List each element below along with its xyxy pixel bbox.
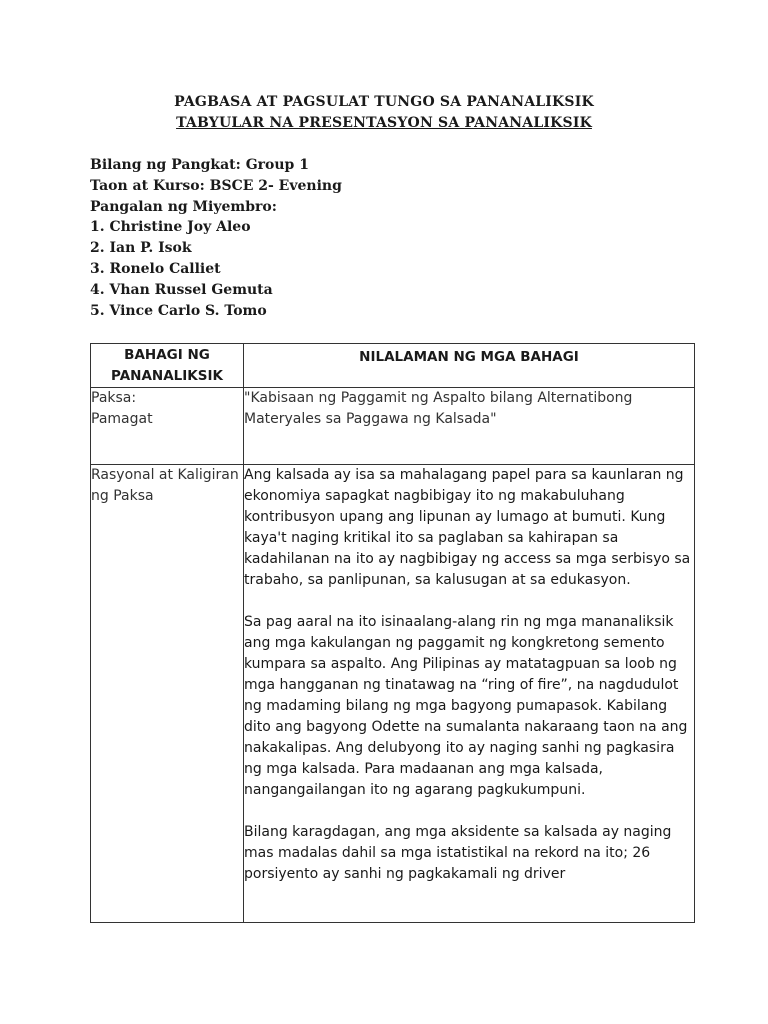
paragraph: Sa pag aaral na ito isinaalang-alang rin ng mga mananaliksik ang mga kakulangan ng paggamit ng kongkretong semento kumpara sa aspalto. Ang Pilipinas ay matatagpuan sa loob ng mga hangganan ng tinatawag na “ring of fire”, na nagdudulot ng madaming bilang ng mga bagyong pumapasok. Kabilang dito ang bagyong Odette na sumalanta nakaraang taon na ang nakakalipas. Ang delubyong ito ay naging sanhi ng pagkasira ng mga kalsada. Para madaanan ang mga kalsada, nangangailangan ito ng agarang pagkukumpuni. (244, 614, 688, 798)
row-content-title: "Kabisaan ng Paggamit ng Aspalto bilang Alternatibong Materyales sa Paggawa ng Kalsada" (244, 388, 695, 465)
header-nilalaman: NILALAMAN NG MGA BAHAGI (244, 344, 695, 388)
table-row (91, 388, 695, 465)
paragraph: Ang kalsada ay isa sa mahalagang papel para sa kaunlaran ng ekonomiya sapagkat nagbibigay ito ng makabuluhang kontribusyon upang ang lipunan ay lumago at bumuti. Kung kaya't naging kritikal ito sa paglaban sa kahirapan sa kadahilanan na ito ay nagbibigay ng access sa mga serbisyo sa trabaho, sa panlipunan, sa kalusugan at sa edukasyon. (244, 467, 691, 588)
member-item: 2. Ian P. Isok (90, 240, 192, 257)
group-number: Bilang ng Pangkat: Group 1 (90, 157, 309, 173)
row-label-rasyonal: Rasyonal at Kaligiran ng Paksa (91, 465, 244, 923)
research-table (90, 343, 695, 923)
year-course: Taon at Kurso: BSCE 2- Evening (90, 177, 342, 194)
table-header-row (91, 344, 695, 388)
members-label: Pangalan ng Miyembro: (90, 198, 277, 215)
table-row (91, 465, 695, 923)
paragraph: Bilang karagdagan, ang mga aksidente sa kalsada ay naging mas madalas dahil sa mga istatistikal na rekord na ito; 26 porsiyento ay sanhi ng pagkakamali ng driver (244, 824, 672, 882)
document-title: PAGBASA AT PAGSULAT TUNGO SA PANANALIKSIK (174, 94, 594, 110)
row-label-paksa: Paksa: Pamagat (91, 388, 244, 465)
row-content-rationale (244, 465, 695, 923)
member-item: 5. Vince Carlo S. Tomo (90, 302, 267, 319)
member-item: 1. Christine Joy Aleo (90, 219, 251, 236)
header-bahagi: BAHAGI NG PANANALIKSIK (91, 344, 244, 388)
document-subtitle: TABYULAR NA PRESENTASYON SA PANANALIKSIK (176, 115, 592, 131)
group-info (90, 155, 342, 321)
member-item: 4. Vhan Russel Gemuta (90, 281, 273, 298)
member-item: 3. Ronelo Calliet (90, 260, 221, 277)
